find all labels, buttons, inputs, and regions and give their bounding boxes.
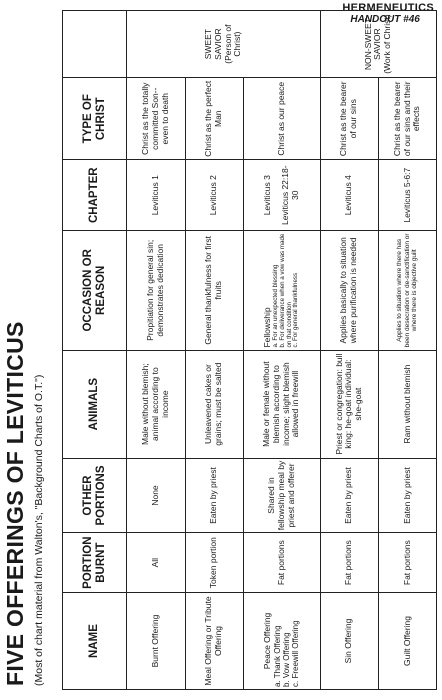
- cell-occasion: [185, 231, 243, 350]
- animals-text: Male or female without blemish according to income; slight blemish allowed in freewill: [261, 361, 301, 447]
- course-title: HERMENEUTICS: [342, 2, 434, 14]
- cell-animals: [243, 350, 320, 458]
- type-of-christ-text: Christ as the totally committed Son--even to death: [140, 82, 170, 155]
- chapter-text: Leviticus 5-6:7: [401, 167, 412, 223]
- name-text: Peace Offering: [262, 612, 273, 670]
- column-header-occasion: OCCASION OR REASON: [63, 231, 127, 350]
- portion-burnt-text: Fat portions: [275, 540, 286, 586]
- animals-text: Priest or congregation: bull king: he-goat individual: she-goat: [333, 353, 364, 455]
- cell-other-portions: [378, 458, 436, 533]
- cell-other-portions: [320, 458, 378, 533]
- portion-burnt-text: Fat portions: [343, 540, 354, 586]
- occasion-text: Propitiation for general sin; demonstrates dedication: [145, 239, 165, 341]
- cell-animals: [127, 350, 185, 458]
- group-sweet-subtitle: (Person of Christ): [222, 24, 243, 64]
- cell-occasion: [243, 231, 320, 350]
- cell-portion-burnt: [185, 533, 243, 593]
- cell-occasion: [127, 231, 185, 350]
- occasion-text: Applies to situation where there has been desecration or de-sanctification or where there is objective guilt: [396, 233, 419, 348]
- other-portions-text: Eaten by priest: [401, 467, 412, 524]
- page-title: FIVE OFFERINGS OF LEVITICUS: [2, 321, 28, 686]
- occasion-list-item: a. For an unexpected blessing: [271, 264, 279, 348]
- cell-name: [320, 593, 378, 690]
- type-of-christ-text: Christ as our peace: [275, 81, 286, 156]
- offering-row: [185, 11, 243, 690]
- other-portions-text: Eaten by priest: [208, 467, 219, 524]
- animals-text: Unleavened cakes or grains; must be salted: [203, 362, 224, 446]
- offerings-table: [62, 10, 437, 690]
- page-subtitle: (Most of chart material from Walton's, "Background Charts of O.T."): [33, 374, 45, 686]
- cell-animals: [320, 350, 378, 458]
- cell-name: [127, 593, 185, 690]
- cell-portion-burnt: [320, 533, 378, 593]
- offering-row: [243, 11, 320, 690]
- column-header-name: NAME: [63, 593, 127, 690]
- cell-name: [243, 593, 320, 690]
- other-portions-text: Shared in fellowship meal by priest and offerer: [266, 460, 296, 531]
- occasion-text: Fellowship: [262, 307, 273, 348]
- group-non-sweet-subtitle: (Work of Christ): [382, 14, 393, 74]
- portion-burnt-text: Token portion: [208, 537, 219, 589]
- cell-other-portions: [243, 458, 320, 533]
- cell-name: [185, 593, 243, 690]
- cell-chapter: [243, 160, 320, 231]
- type-of-christ-text: Christ as the bearer of our sins: [338, 81, 359, 157]
- cell-animals: [185, 350, 243, 458]
- column-header-row: [63, 11, 127, 690]
- cell-type-of-christ: [243, 78, 320, 160]
- cell-type-of-christ: [185, 78, 243, 160]
- name-list-item: a. Thank Offering: [272, 625, 282, 687]
- group-header-spacer: [63, 11, 127, 78]
- cell-occasion: [320, 231, 378, 350]
- name-text: Burnt Offering: [150, 614, 161, 668]
- occasion-list-item: b. For deliverance when a vow was made on that condition: [278, 233, 293, 348]
- offering-row: [320, 11, 378, 690]
- chapter-text: Leviticus 1: [150, 175, 161, 216]
- chapter-text: Leviticus 3: [262, 175, 273, 216]
- name-list-item: b. Vow Offering: [281, 632, 291, 687]
- type-of-christ-text: Christ as the bearer of our sins and their effects: [391, 81, 422, 157]
- group-sweet-savior: [127, 11, 320, 78]
- column-header-animals: ANIMALS: [63, 350, 127, 458]
- occasion-text: General thankfulness for first fruits: [203, 236, 224, 345]
- chapter-text: Leviticus 4: [343, 175, 354, 216]
- occasion-list-item: c. For general thankfulness: [292, 272, 300, 348]
- rotated-page: [0, 10, 440, 690]
- group-non-sweet-savior: [320, 11, 436, 78]
- cell-chapter: [127, 160, 185, 231]
- portion-burnt-text: Fat portions: [401, 540, 412, 586]
- portion-burnt-text: All: [150, 557, 161, 568]
- cell-portion-burnt: [243, 533, 320, 593]
- animals-text: Ram without blemish: [401, 364, 412, 444]
- cell-name: [378, 593, 436, 690]
- cell-portion-burnt: [378, 533, 436, 593]
- chapter-text: Leviticus 2: [208, 175, 219, 216]
- cell-type-of-christ: [378, 78, 436, 160]
- group-sweet-title: SWEET SAVIOR: [202, 28, 223, 60]
- cell-occasion: [378, 231, 436, 350]
- cell-type-of-christ: [127, 78, 185, 160]
- type-of-christ-text: Christ as the perfect Man: [203, 80, 224, 157]
- name-text: Meal Offering or Tribute Offering: [203, 596, 224, 686]
- name-text: Sin Offering: [343, 618, 354, 664]
- cell-chapter: [185, 160, 243, 231]
- name-text: Guilt Offering: [401, 616, 412, 666]
- cell-portion-burnt: [127, 533, 185, 593]
- cell-other-portions: [185, 458, 243, 533]
- cell-type-of-christ: [320, 78, 378, 160]
- column-header-chapter: CHAPTER: [63, 160, 127, 231]
- cell-chapter: [378, 160, 436, 231]
- offering-row: [127, 11, 185, 690]
- offering-row: [378, 11, 436, 690]
- animals-text: Male without blemish; animal according to income: [140, 363, 170, 445]
- title-block: [0, 10, 60, 690]
- other-portions-text: Eaten by priest: [343, 467, 354, 524]
- column-header-type-of-christ: TYPE OF CHRIST: [63, 78, 127, 160]
- column-header-portion-burnt: PORTION BURNT: [63, 533, 127, 593]
- column-header-other-portions: OTHER PORTIONS: [63, 458, 127, 533]
- name-list-item: c. Freewill Offering: [291, 620, 301, 687]
- cell-other-portions: [127, 458, 185, 533]
- other-portions-text: None: [150, 485, 161, 506]
- chapter-extra-text: Leviticus 22:18-30: [279, 165, 300, 225]
- group-non-sweet-title: NON-SWEET SAVIOR: [362, 18, 383, 71]
- cell-chapter: [320, 160, 378, 231]
- cell-animals: [378, 350, 436, 458]
- handout-number: HANDOUT #46: [350, 14, 420, 25]
- occasion-text: Applies basically to situation where purification is needed: [338, 237, 359, 344]
